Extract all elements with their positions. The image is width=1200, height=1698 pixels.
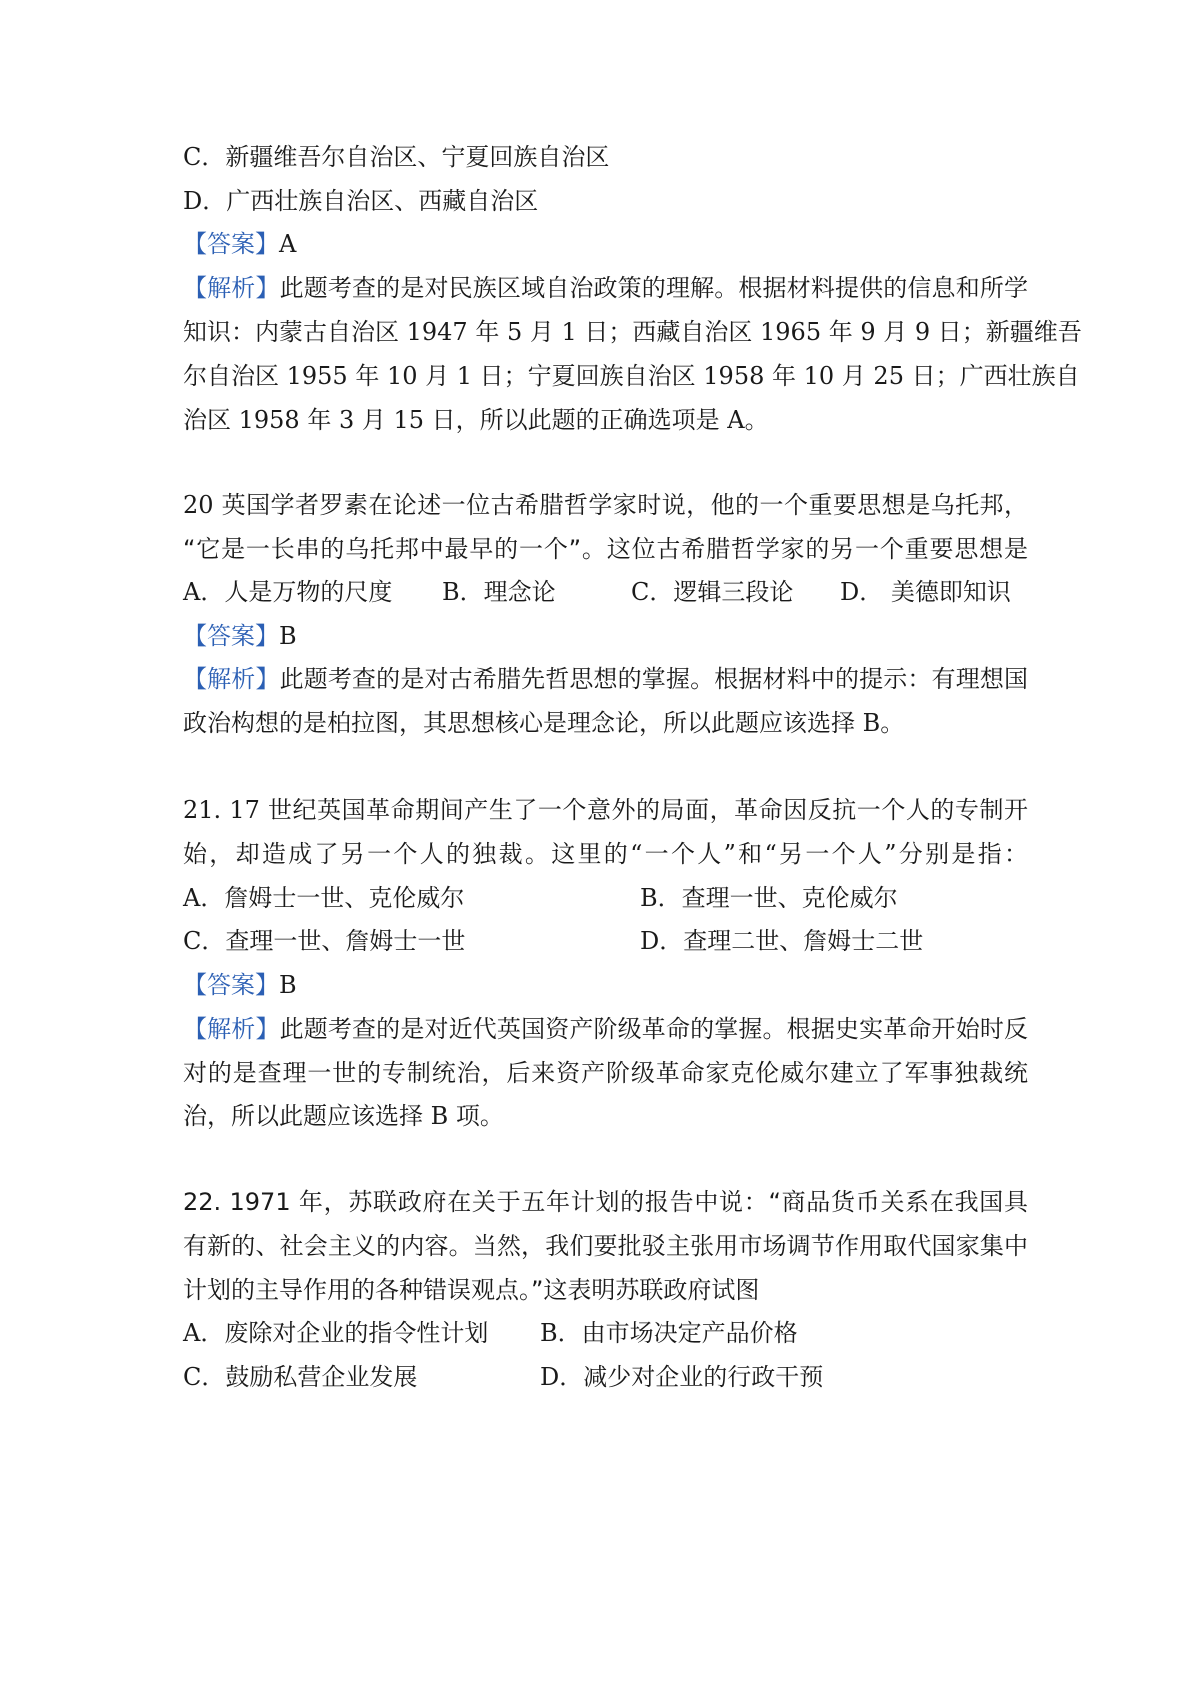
q19-analysis-line-2: 知识：内蒙古自治区 1947 年 5 月 1 日；西藏自治区 1965 年 9 月 9 日；新疆维吾 xyxy=(183,318,1082,346)
q20-analysis-line-1 xyxy=(183,664,1028,694)
q22-stem-line-3: 计划的主导作用的各种错误观点。”这表明苏联政府试图 xyxy=(183,1276,760,1304)
q22-options-row-1 xyxy=(183,1318,1028,1348)
analysis-tag: 【解析】 xyxy=(183,274,280,302)
q22-option-c: C．鼓励私营企业发展 xyxy=(183,1363,418,1391)
q19-answer xyxy=(183,229,1028,259)
q21-option-b: B．查理一世、克伦威尔 xyxy=(640,884,898,912)
q22-stem-line-2: 有新的、社会主义的内容。当然，我们要批驳主张用市场调节作用取代国家集中 xyxy=(183,1232,1028,1260)
q20-option-a: A．人是万物的尺度 xyxy=(183,578,393,606)
q19-analysis-line-4: 治区 1958 年 3 月 15 日，所以此题的正确选项是 A。 xyxy=(183,406,769,434)
q21-stem-line-1: 21. 17 世纪英国革命期间产生了一个意外的局面，革命因反抗一个人的专制开 xyxy=(183,796,1028,824)
q21-analysis-line-2: 对的是查理一世的专制统治，后来资产阶级革命家克伦威尔建立了军事独裁统 xyxy=(183,1059,1028,1087)
q22-option-b: B．由市场决定产品价格 xyxy=(540,1319,798,1347)
q22-option-d: D．减少对企业的行政干预 xyxy=(540,1363,824,1391)
q20-answer xyxy=(183,621,1028,651)
q22-option-a: A．废除对企业的指令性计划 xyxy=(183,1319,489,1347)
analysis-tag: 【解析】 xyxy=(183,1015,280,1043)
analysis-text: 此题考查的是对古希腊先哲思想的掌握。根据材料中的提示：有理想国 xyxy=(279,665,1029,693)
q20-stem-line-1: 20 英国学者罗素在论述一位古希腊哲学家时说，他的一个重要思想是乌托邦， xyxy=(183,491,1028,519)
q22-stem-line-1: 22. 1971 年，苏联政府在关于五年计划的报告中说：“商品货币关系在我国具 xyxy=(183,1188,1028,1216)
q20-option-c: C．逻辑三段论 xyxy=(631,578,794,606)
answer-value: A xyxy=(279,230,297,258)
analysis-text: 此题考查的是对近代英国资产阶级革命的掌握。根据史实革命开始时反 xyxy=(279,1015,1029,1043)
answer-tag: 【答案】 xyxy=(183,230,279,258)
q21-options-row-1 xyxy=(183,883,1028,913)
q21-option-d: D．查理二世、詹姆士二世 xyxy=(640,927,924,955)
q21-answer xyxy=(183,970,1028,1000)
q20-option-d: D． 美德即知识 xyxy=(840,578,1011,606)
q21-options-row-2 xyxy=(183,926,1028,956)
q21-analysis-line-3: 治，所以此题应该选择 B 项。 xyxy=(183,1102,504,1130)
q21-analysis-line-1 xyxy=(183,1014,1028,1044)
q21-option-a: A．詹姆士一世、克伦威尔 xyxy=(183,884,465,912)
q20-stem-line-2: “它是一长串的乌托邦中最早的一个”。这位古希腊哲学家的另一个重要思想是 xyxy=(183,535,1028,563)
q19-option-c: C．新疆维吾尔自治区、宁夏回族自治区 xyxy=(183,143,610,171)
answer-value: B xyxy=(279,971,297,999)
answer-tag: 【答案】 xyxy=(183,622,279,650)
q21-stem-line-2: 始，却造成了另一个人的独裁。这里的“一个人”和“另一个人”分别是指： xyxy=(183,840,1028,868)
q20-analysis-line-2: 政治构想的是柏拉图，其思想核心是理念论，所以此题应该选择 B。 xyxy=(183,709,905,737)
q19-analysis-line-1 xyxy=(183,273,1028,303)
analysis-tag: 【解析】 xyxy=(183,665,280,693)
q22-options-row-2 xyxy=(183,1362,1028,1392)
q19-analysis-line-3: 尔自治区 1955 年 10 月 1 日；宁夏回族自治区 1958 年 10 月 25 日；广西壮族自 xyxy=(183,362,1080,390)
q20-options xyxy=(183,577,1028,607)
q20-option-b: B．理念论 xyxy=(442,578,556,606)
q19-option-d: D．广西壮族自治区、西藏自治区 xyxy=(183,187,539,215)
analysis-text: 此题考查的是对民族区域自治政策的理解。根据材料提供的信息和所学 xyxy=(279,274,1029,302)
answer-value: B xyxy=(279,622,297,650)
q21-option-c: C．查理一世、詹姆士一世 xyxy=(183,927,466,955)
answer-tag: 【答案】 xyxy=(183,971,279,999)
